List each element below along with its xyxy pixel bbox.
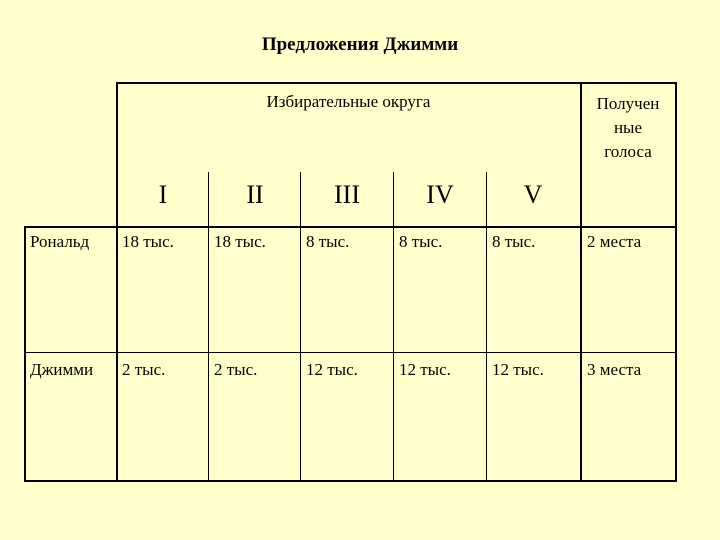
- table-line: [300, 172, 301, 482]
- table-line: [116, 82, 677, 84]
- table-cell: 12 тыс.: [399, 360, 451, 379]
- table-cell: 8 тыс.: [306, 232, 350, 251]
- district-header-1: I: [158, 180, 168, 209]
- table-line: [24, 226, 26, 482]
- table-cell-total: 2 места: [587, 232, 642, 251]
- district-header-4: IV: [426, 180, 454, 209]
- district-header-5: V: [523, 180, 543, 209]
- row-name-jimmy: Джимми: [30, 360, 94, 379]
- table-cell: 18 тыс.: [122, 232, 174, 251]
- table-cell: 12 тыс.: [306, 360, 358, 379]
- table-line: [393, 172, 394, 482]
- table-line: [486, 172, 487, 482]
- district-header-3: III: [334, 180, 360, 209]
- votes-header-line: ные: [613, 118, 643, 137]
- district-header-2: II: [246, 180, 264, 209]
- table-cell-total: 3 места: [587, 360, 642, 379]
- districts-header: Избирательные округа: [266, 92, 431, 111]
- votes-header: [580, 92, 676, 164]
- table-cell: 2 тыс.: [214, 360, 258, 379]
- row-name-ronald: Рональд: [30, 232, 90, 251]
- table-line: [116, 82, 118, 482]
- table-cell: 8 тыс.: [492, 232, 536, 251]
- table-cell: 12 тыс.: [492, 360, 544, 379]
- table-cell: 2 тыс.: [122, 360, 166, 379]
- table-cell: 8 тыс.: [399, 232, 443, 251]
- votes-header-line: Получен: [596, 94, 660, 113]
- page-title: Предложения Джимми: [261, 34, 459, 55]
- votes-header-line: голоса: [604, 142, 652, 161]
- table-line: [208, 172, 209, 482]
- table-cell: 18 тыс.: [214, 232, 266, 251]
